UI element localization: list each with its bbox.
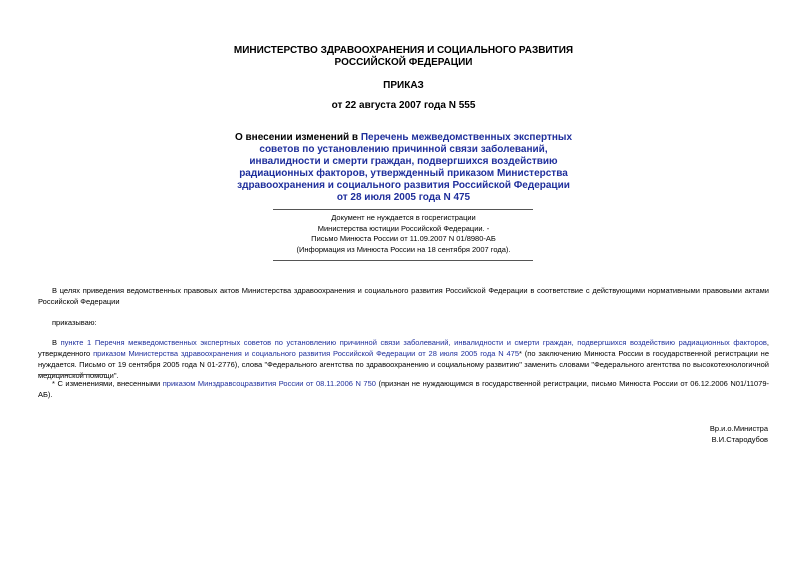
title-link-line-2[interactable]: советов по установлению причинной связи заболеваний, <box>259 144 548 155</box>
signature-position: Вр.и.о.Министра <box>709 424 768 433</box>
registration-bottom-rule <box>273 260 533 261</box>
footnote: * С изменениями, внесенными приказом Минздравсоцразвития России от 08.11.2006 N 750 (признан не нуждающимся в государственной регистрации, письмо Минюста России от 06.12.2006 N01/11079-АБ). <box>38 379 769 399</box>
order-word: приказываю: <box>52 318 97 327</box>
registration-line-1: Документ не нуждается в госрегистрации <box>331 213 476 222</box>
registration-note <box>0 213 807 255</box>
order-date: от 22 августа 2007 года N 555 <box>331 100 476 111</box>
preamble-paragraph: В целях приведения ведомственных правовых актов Министерства здравоохранения и социального развития Российской Федерации в соответствие с действующими нормативными правовыми актами Российской Федерации <box>38 286 769 306</box>
title-prefix: О внесении изменений в <box>234 132 361 143</box>
registration-line-4: (Информация из Минюста России на 18 сентября 2007 года). <box>296 244 511 254</box>
ministry-line-2: РОССИЙСКОЙ ФЕДЕРАЦИИ <box>334 57 473 68</box>
title-link-line-5[interactable]: здравоохранения и социального развития Российской Федерации <box>237 180 570 191</box>
signature-name: В.И.Стародубов <box>711 435 768 444</box>
document-title <box>0 132 807 204</box>
order-heading: ПРИКАЗ <box>383 80 424 91</box>
title-link-line-6[interactable]: от 28 июля 2005 года N 475 <box>336 192 471 203</box>
link-list-of-councils[interactable]: Перечня межведомственных экспертных советов по установлению причинной связи заболеваний, инвалидности и смерти граждан, подвергшихся воздействию радиационных факторов <box>94 338 767 347</box>
footnote-rule <box>38 374 106 375</box>
registration-line-3: Письмо Минюста России от 11.09.2007 N 01/8980-АБ <box>311 234 496 243</box>
registration-line-2: Министерства юстиции Российской Федерации. - <box>317 223 490 233</box>
ministry-heading <box>0 45 807 69</box>
link-item-1[interactable]: пункте 1 <box>60 338 92 347</box>
signature-block <box>710 423 768 445</box>
title-link-line-3[interactable]: инвалидности и смерти граждан, подвергшихся воздействию <box>249 156 558 167</box>
ministry-line-1: МИНИСТЕРСТВО ЗДРАВООХРАНЕНИЯ И СОЦИАЛЬНОГО РАЗВИТИЯ <box>233 45 574 56</box>
title-link-line-4[interactable]: радиационных факторов, утвержденный приказом Министерства <box>239 168 568 179</box>
link-order-475[interactable]: приказом Министерства здравоохранения и социального развития Российской Федерации от 28 июля 2005 года N 475 <box>93 349 520 358</box>
title-link-line-1[interactable]: Перечень межведомственных экспертных <box>360 132 573 143</box>
registration-top-rule <box>273 209 533 210</box>
main-paragraph: В пункте 1 Перечня межведомственных экспертных советов по установлению причинной связи заболеваний, инвалидности и смерти граждан, подвергшихся воздействию радиационных факторов, утвержденного приказом Министерства здравоохранения и социального развития Российской Федерации от 28 июля 2005 года N 475* (по заключению Минюста России в государственной регистрации не нуждается. Письмо от 19 сентября 2005 года N 01-2776), слова "Федерального агентства по здравоохранению и социальному развитию" заменить словами "Федерального агентства по высокотехнологичной медицинской помощи". <box>38 338 769 380</box>
link-order-750[interactable]: приказом Минздравсоцразвития России от 08.11.2006 N 750 <box>162 379 376 388</box>
